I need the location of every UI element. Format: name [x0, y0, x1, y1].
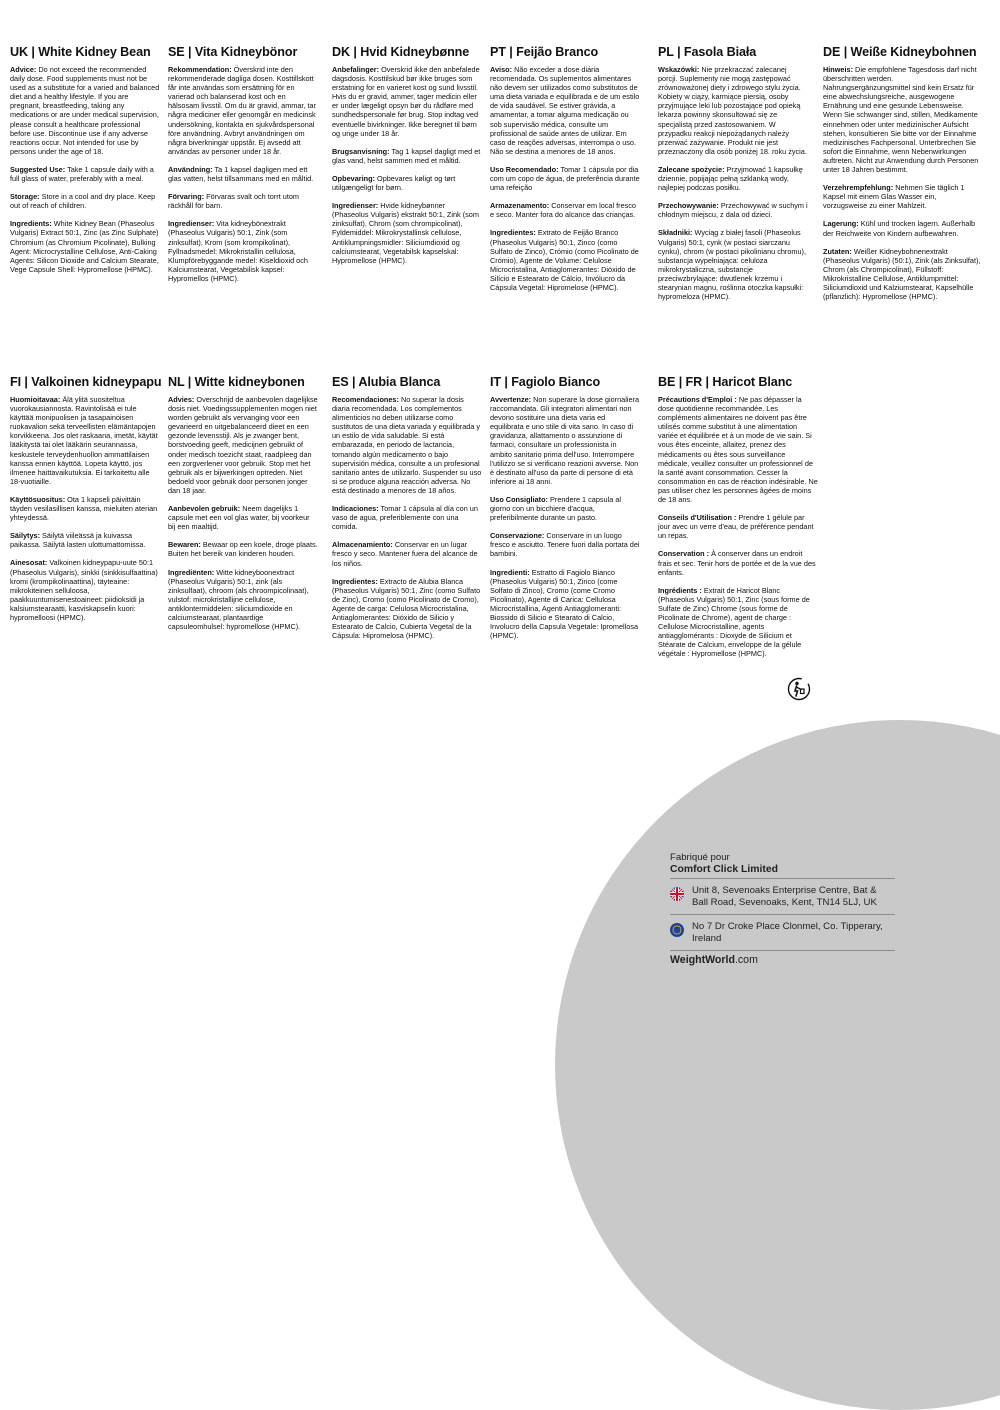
ingredients-label: Składniki: [658, 228, 693, 238]
use-paragraph [332, 147, 482, 165]
ingredients-label: Ainesosat: [10, 558, 48, 568]
block-dk [332, 45, 482, 274]
ingredients-paragraph [658, 228, 808, 301]
tidyman-recycle-icon [787, 677, 811, 701]
storage-text: Kühl und trocken lagern. Außerhalb der Reichweite von Kindern aufbewahren. [823, 219, 976, 238]
block-title: IT | Fagiolo Bianco [490, 375, 601, 389]
advice-paragraph [10, 65, 160, 156]
use-label: Verzehrempfehlung: [823, 183, 894, 193]
block-title: PL | Fasola Biała [658, 45, 757, 59]
block-uk [10, 45, 160, 283]
advice-text: Ne pas dépasser la dose quotidienne recommandée. Les compléments alimentaires ne doivent pas être utilisés comme substitut à une alimentation variée et équilibrée et à un mode de vie sain. Si vous êtes enceinte, allaitez, prenez des médicaments ou êtes sous surveillance médicale, veuillez consulter un professionnel de la santé avant consommation. Cesser la consommation en cas de réaction indésirable. Ne pas utiliser chez les personnes âgées de moins de 18 ans. [658, 395, 818, 505]
use-text: Prendere 1 capsula al giorno con un bicchiere d'acqua, preferibilmente durante un pasto. [490, 494, 622, 523]
storage-label: Förvaring: [168, 192, 205, 202]
ingredients-label: Ingredientes: [490, 228, 536, 238]
eu-flag-icon [670, 923, 684, 937]
advice-paragraph [658, 65, 808, 156]
use-paragraph [490, 495, 640, 522]
storage-text: Conservar en un lugar fresco y seco. Mantener fuera del alcance de los niños. [332, 540, 478, 568]
website-brand: WeightWorld [670, 954, 735, 966]
use-label: Användning: [168, 164, 213, 174]
storage-paragraph [10, 531, 160, 549]
block-it [490, 375, 640, 649]
ingredients-paragraph [332, 201, 482, 265]
block-title: BE | FR | Haricot Blanc [658, 375, 793, 389]
advice-text: Älä ylitä suositeltua vuorokausiannosta. Ravintolisää ei tule käyttää monipuolisen ja tasapainoisen ruokavalion sekä terveellisten elämäntapojen korvikkeena. Jos olet raskaana, imetät, käytät lääkitystä tai olet lääkärin seurannassa, keskustele terveydenhuollon ammattilaisen kanssa ennen käyttöä. Lopeta käyttö, jos ilmenee haittavaikutuksia. Ei tarkoitettu alle 18-vuotiaille. [10, 395, 158, 486]
ingredients-paragraph [10, 558, 160, 622]
storage-label: Armazenamento: [490, 201, 550, 211]
block-title: DK | Hvid Kidneybønne [332, 45, 470, 59]
storage-text: Store in a cool and dry place. Keep out of reach of children. [10, 192, 156, 211]
advice-label: Wskazówki: [658, 65, 700, 74]
use-paragraph [10, 495, 160, 522]
block-nl [168, 375, 318, 640]
ingredients-label: Ingrédients : [658, 585, 702, 595]
storage-text: Conservare in un luogo fresco e asciutto. Tenere fuori dalla portata dei bambini. [490, 531, 640, 559]
block-es [332, 375, 482, 649]
use-text: Przyjmować 1 kapsułkę dziennie, popijając pełną szklanką wody, najlepiej podczas posiłku. [658, 164, 803, 193]
ingredients-paragraph [332, 577, 482, 641]
ingredients-text: Extracto de Alubia Blanca (Phaseolus Vulgaris) 50:1, Zinc (como Sulfato de Zinc), Cromo (como Picolinato de Cromo), Agente de carga: Celulosa Microcristalina, Antiaglomerantes: Dióxido de Silicio y Estearato de Calcio, Cubierta Vegetal de la Cápsula: Hipromelosa (HPMC). [332, 576, 481, 641]
use-label: Uso Consigliato: [490, 494, 548, 504]
use-paragraph [490, 165, 640, 192]
advice-label: Avvertenze: [490, 395, 532, 404]
storage-text: Przechowywać w suchym i chłodnym miejscu, z dala od dzieci. [658, 201, 808, 220]
ingredients-paragraph [168, 219, 318, 283]
manufacturer-info [670, 852, 895, 966]
advice-label: Recomendaciones: [332, 395, 399, 404]
advice-text: Overschrijd de aanbevolen dagelijkse dosis niet. Voedingssupplementen mogen niet worden gebruikt als vervanging voor een gevarieerd en uitgebalanceerd dieet en een gezonde levensstijl. Als je zwanger bent, borstvoeding geeft, medicijnen gebruikt of onder medisch toezicht staat, raadpleeg dan een zorgverlener voor gebruik. Stop met het gebruik als er bijwerkingen optreden. Niet bedoeld voor gebruik door personen jonger dan 18 jaar. [168, 395, 318, 495]
use-label: Käyttösuositus: [10, 494, 66, 504]
website-tld: .com [734, 954, 758, 966]
advice-label: Hinweis: [823, 65, 854, 74]
made-for-label: Fabriqué pour [670, 852, 730, 863]
storage-label: Conservazione: [490, 531, 545, 541]
storage-paragraph [823, 219, 981, 237]
block-title: DE | Weiße Kidneybohnen [823, 45, 977, 59]
block-se [168, 45, 318, 292]
use-label: Uso Recomendado: [490, 164, 559, 174]
storage-label: Almacenamiento: [332, 540, 393, 550]
ingredients-text: Hvide kidneybønner (Phaseolus Vulgaris) ekstrakt 50:1, Zink (som zinksulfat), Chrom (som chrompicolinat), Fyldemiddel: Mikrokrystallinsk cellulose, Antiklumpningsmidler: Siliciumdioxid og calciumstearat, Vegetabilsk kapselskal: Hypromellose (HPMC). [332, 201, 479, 265]
use-text: Ota 1 kapseli päivittäin täyden vesilasillisen kanssa, mieluiten aterian yhteydessä. [10, 494, 158, 523]
advice-label: Rekommendation: [168, 65, 232, 74]
block-de [823, 45, 981, 310]
ingredients-paragraph [168, 568, 318, 632]
storage-paragraph [168, 540, 318, 558]
use-paragraph [658, 513, 818, 540]
advice-label: Aviso: [490, 65, 513, 74]
block-title: NL | Witte kidneybonen [168, 375, 305, 389]
ingredients-paragraph [10, 219, 160, 274]
eu-address-row [670, 914, 895, 951]
uk-address-row [670, 878, 895, 914]
advice-paragraph [490, 395, 640, 486]
use-text: Tag 1 kapsel dagligt med et glas vand, helst sammen med et måltid. [332, 146, 481, 165]
company-name: Comfort Click Limited [670, 864, 778, 875]
advice-text: Não exceder a dose diária recomendada. Os suplementos alimentares não devem ser utilizados como substitutos de uma dieta variada e equilibrada e de um estilo de vida saudável. Se estiver grávida, a amamentar, a tomar alguma medicação ou sob supervisão médica, consulte um profissional de saúde antes de utilizar. Em caso de reações adversas, interrompa o uso. Não se destina a menores de 18 anos. [490, 65, 640, 156]
storage-paragraph [658, 201, 808, 219]
use-paragraph [168, 504, 318, 531]
advice-text: Overskrid ikke den anbefalede dagsdosis. Kosttilskud bør ikke bruges som erstatning for en varieret kost og sund livsstil. Hvis du er gravid, ammer, tager medicin eller er under lægeligt opsyn bør du rådføre med sundhedspersonale før brug. Stop indtag ved eventuelle bivirkninger. Ikke beregnet til børn og unge under 18 år. [332, 65, 480, 138]
ingredients-paragraph [823, 247, 981, 302]
use-paragraph [10, 165, 160, 183]
storage-label: Lagerung: [823, 219, 859, 229]
storage-text: Säilytä viileässä ja kuivassa paikassa. Säilytä lasten ulottumattomissa. [10, 531, 146, 550]
ingredients-paragraph [490, 228, 640, 292]
ingredients-label: Ingredienser: [332, 201, 379, 211]
ingredients-label: Ingredients: [10, 219, 52, 229]
use-text: Neem dagelijks 1 capsule met een vol glas water, bij voorkeur bij een maaltijd. [168, 504, 310, 532]
advice-label: Précautions d'Emploi : [658, 395, 737, 404]
ingredients-label: Ingredienti: [490, 567, 530, 577]
background-circle [555, 720, 1000, 1410]
storage-text: Conservar em local fresco e seco. Manter fora do alcance das crianças. [490, 201, 636, 220]
use-paragraph [168, 165, 318, 183]
advice-paragraph [168, 395, 318, 495]
ingredients-text: Valkoinen kidneypapu-uute 50:1 (Phaseolus Vulgaris), sinkki (sinkkisulfaattina) kromi (krompikolinaattina), täyteaine: mikrokiteinen selluloosa, paakkuuntumisenestoaineet: piidioksidi ja kalsiumstearaatti, kasviskapselin kuori: hypromelloosi (HPMC). [10, 558, 158, 622]
storage-text: Förvaras svalt och torrt utom räckhåll för barn. [168, 192, 299, 211]
block-title: FI | Valkoinen kidneypapu [10, 375, 162, 389]
advice-text: Överskrid inte den rekommenderade dagliga dosen. Kosttillskott får inte användas som ersättning för en varierad och balanserad kost och en hälsosam livsstil. Om du är gravid, ammar, tar några mediciner eller genomgår en medicinsk undersökning, kontakta en sjukvårdspersonal före användning. Avbryt användningen om några biverkningar uppstår. Ej avsedd att användas av personer under 18 år. [168, 65, 317, 156]
advice-label: Anbefalinger: [332, 65, 380, 74]
ingredients-text: Vita kidneybönextrakt (Phaseolus Vulgaris) 50:1, Zink (som zinksulfat), Krom (som krompikolinat), Fyllnadsmedel: Mikrokristallin cellulosa, Klumpförebyggande medel: Kiseldioxid och Kalciumstearat, Vegetabilisk kapsel: Hypromellos (HPMC). [168, 219, 308, 283]
advice-paragraph [823, 65, 981, 174]
ingredients-text: Extrato de Feijão Branco (Phaseolus Vulgaris) 50:1, Zinco (como Sulfato de Zinco), Crómio (como Picolinato de Crómio), Agente de Volume: Celulose Microcristalina, Antiaglomerantes: Dióxido de Silício e Estearato de Cálcio, Invólucro da Cápsula Vegetal: Hipromelose (HPMC). [490, 228, 639, 292]
storage-label: Opbevaring: [332, 173, 375, 183]
ingredients-label: Ingrediënten: [168, 567, 215, 577]
use-label: Indicaciones: [332, 504, 379, 514]
advice-label: Advies: [168, 395, 195, 404]
use-text: Tomar 1 cápsula por dia com um copo de água, de preferência durante uma refeição [490, 164, 640, 193]
advice-text: No superar la dosis diaria recomendada. Los complementos alimenticios no deben utilizarse como sustitutos de una dieta variada y equilibrada y un estilo de vida saludable. Si está embarazada, en periodo de lactancia, tomando algún medicamento o bajo supervisión médica, consulte a un profesional sanitario antes de utilizarlo. Suspender su uso si se produce alguna reacción adversa. No está destinado a menores de 18 años. [332, 395, 482, 495]
ingredients-label: Zutaten: [823, 246, 852, 256]
advice-paragraph [490, 65, 640, 156]
use-label: Brugsanvisning: [332, 146, 390, 156]
storage-label: Przechowywanie: [658, 201, 719, 211]
uk-flag-icon [670, 887, 684, 901]
storage-label: Säilytys: [10, 531, 41, 541]
storage-paragraph [658, 549, 818, 576]
storage-label: Conservation : [658, 549, 710, 559]
use-text: Ta 1 kapsel dagligen med ett glas vatten, helst tillsammans med en måltid. [168, 164, 314, 184]
website[interactable] [670, 951, 895, 966]
use-label: Zalecane spożycie: [658, 164, 725, 174]
storage-text: Bewaar op een koele, droge plaats. Buiten het bereik van kinderen houden. [168, 540, 318, 559]
use-text: Tomar 1 cápsula al día con un vaso de agua, preferiblemente con una comida. [332, 504, 478, 532]
use-label: Aanbevolen gebruik: [168, 504, 241, 514]
use-label: Suggested Use: [10, 164, 66, 174]
block-title: ES | Alubia Blanca [332, 375, 441, 389]
block-pl [658, 45, 808, 310]
ingredients-text: Weißer Kidneybohnenextrakt (Phaseolus Vulgaris) (50:1), Zink (als Zinksulfat), Chrom (als Chrompicolinat), Füllstoff: Mikrokristalline Cellulose, Antiklumpmittel: Siliciumdioxid und Kalziumstearat, Kapselhülle (pflanzlich): Hypromellose (HPMC). [823, 246, 981, 302]
ingredients-text: Witte kidneyboonextract (Phaseolus Vulgaris) 50:1, zink (als zinksulfaat), chroom (als chroompicolinaat), vulstof: microkristallijne cellulose, antiklontermiddelen: siliciumdioxide en calciumstearaat, plantaardige capsuleomhulsel: hypromellose (HPMC). [168, 567, 309, 632]
storage-paragraph [10, 192, 160, 210]
advice-paragraph [332, 395, 482, 495]
use-paragraph [658, 165, 808, 192]
use-label: Conseils d'Utilisation : [658, 513, 737, 523]
storage-paragraph [490, 531, 640, 558]
ingredients-text: Extrait de Haricot Blanc (Phaseolus Vulgaris) 50:1, Zinc (sous forme de Sulfate de Zinc) Chrome (sous forme de Picolinate de Chrome), agent de charge : Cellulose Microcristalline, agents antiagglomérants : Dioxyde de Silicium et Stéarate de Calcium, enveloppe de la gélule végétale : Hypromellose (HPMC). [658, 585, 810, 659]
block-fi [10, 375, 160, 631]
advice-text: Die empfohlene Tagesdosis darf nicht überschritten werden. Nahrungsergänzungsmittel sind kein Ersatz für eine abwechslungsreiche, ausgewogene Ernährung und eine gesunde Lebensweise. Wenn Sie schwanger sind, stillen, Medikamente einnehmen oder unter medizinischer Aufsicht stehen, konsultieren Sie bitte vor der Einnahme medizinisches Fachpersonal. Unterbrechen Sie sofort die Einnahme, wenn Nebenwirkungen auftreten. Nicht zur Anwendung durch Personen unter 18 Jahren bestimmt. [823, 65, 979, 175]
advice-text: Nie przekraczać zalecanej porcji. Suplementy nie mogą zastępować zrównoważonej diety i zdrowego stylu życia. Kobiety w ciąży, karmiące piersią, osoby przyjmujące leki lub pozostające pod opieką lekarza powinny skonsultować się ze specjalistą przed zastosowaniem. W przypadku reakcji niepożądanych należy przerwać zażywanie. Produkt nie jest przeznaczony dla osób poniżej 18. roku życia. [658, 65, 807, 156]
advice-label: Huomioitavaa: [10, 395, 61, 404]
block-title: PT | Feijão Branco [490, 45, 599, 59]
use-text: Prendre 1 gélule par jour avec un verre d'eau, de préférence pendant un repas. [658, 513, 814, 541]
advice-paragraph [168, 65, 318, 156]
storage-label: Storage: [10, 192, 40, 202]
advice-text: Do not exceed the recommended daily dose. Food supplements must not be used as a substitute for a varied and balanced diet and a healthy lifestyle. If you are pregnant, breastfeeding, taking any medications or are under medical supervision, please consult a healthcare professional before use. Discontinue use if any adverse reactions occur. Not intended for use by persons under the age of 18. [10, 65, 160, 156]
block-be-fr [658, 375, 818, 667]
advice-paragraph [332, 65, 482, 138]
advice-label: Advice: [10, 65, 37, 74]
ingredients-label: Ingredientes: [332, 576, 378, 586]
ingredients-paragraph [658, 586, 818, 659]
storage-paragraph [332, 540, 482, 567]
ingredients-text: Estratto di Fagiolo Bianco (Phaseolus Vulgaris) 50:1, Zinco (come Solfato di Zinco), Cromo (come Cromo Picolinato), Agente di Carica: Cellulosa Microcristallina, Agenti Antiagglomeranti: Biossido di Silicio e Stearato di Calcio, Involucro della Capsula Vegetale: Ipromellosa (HPMC). [490, 567, 639, 641]
uk-address: Unit 8, Sevenoaks Enterprise Centre, Bat & Ball Road, Sevenoaks, Kent, TN14 5LJ, UK [692, 885, 877, 908]
ingredients-label: Ingredienser: [168, 219, 215, 229]
advice-paragraph [658, 395, 818, 504]
storage-text: À conserver dans un endroit frais et sec. Tenir hors de portée et de la vue des enfants. [658, 549, 816, 577]
use-paragraph [823, 183, 981, 210]
storage-paragraph [168, 192, 318, 210]
eu-address: No 7 Dr Croke Place Clonmel, Co. Tipperary, Ireland [692, 921, 883, 944]
ingredients-text: White Kidney Bean (Phaseolus Vulgaris) Extract 50:1, Zinc (as Zinc Sulphate) Chromium (as Chromium Picolinate), Bulking Agent: Microcrystalline Cellulose, Anti-Caking Agents: Silicon Dioxide and Calcium Stearate, Vege Capsule Shell: Hypromellose (HPMC). [10, 219, 159, 274]
storage-paragraph [332, 174, 482, 192]
advice-paragraph [10, 395, 160, 486]
use-paragraph [332, 504, 482, 531]
use-text: Take 1 capsule daily with a full glass of water, preferably with a meal. [10, 164, 154, 184]
ingredients-paragraph [490, 568, 640, 641]
ingredients-text: Wyciąg z białej fasoli (Phaseolus Vulgaris) 50:1, cynk (w postaci siarczanu cynku), chrom (w postaci pikolinianu chromu), substancja wypełniająca: celuloza mikrokrystaliczna, substancje przeciwzbrylające: dwutlenek krzemu i stearynian magnu, roślinna otoczka kapsułki: hypromeloza (HPMC). [658, 228, 807, 302]
block-title: UK | White Kidney Bean [10, 45, 151, 59]
block-title: SE | Vita Kidneybönor [168, 45, 298, 59]
storage-label: Bewaren: [168, 540, 201, 550]
storage-paragraph [490, 201, 640, 219]
advice-text: Non superare la dose giornaliera raccomandata. Gli integratori alimentari non devono sostituire una dieta varia ed equilibrata e uno stile di vita sano. In caso di gravidanza, allattamento o assunzione di farmaci, consultare un professionista in ambito sanitario prima dell'uso. Interrompere l'utilizzo se si verificano reazioni avverse. Non è destinato all'uso da parte di persone di età inferiore ai 18 anni. [490, 395, 640, 486]
storage-text: Opbevares køligt og tørt utilgængeligt for børn. [332, 173, 456, 193]
block-pt [490, 45, 640, 301]
use-text: Nehmen Sie täglich 1 Kapsel mit einem Glas Wasser ein, vorzugsweise zu einer Mahlzeit. [823, 183, 965, 211]
